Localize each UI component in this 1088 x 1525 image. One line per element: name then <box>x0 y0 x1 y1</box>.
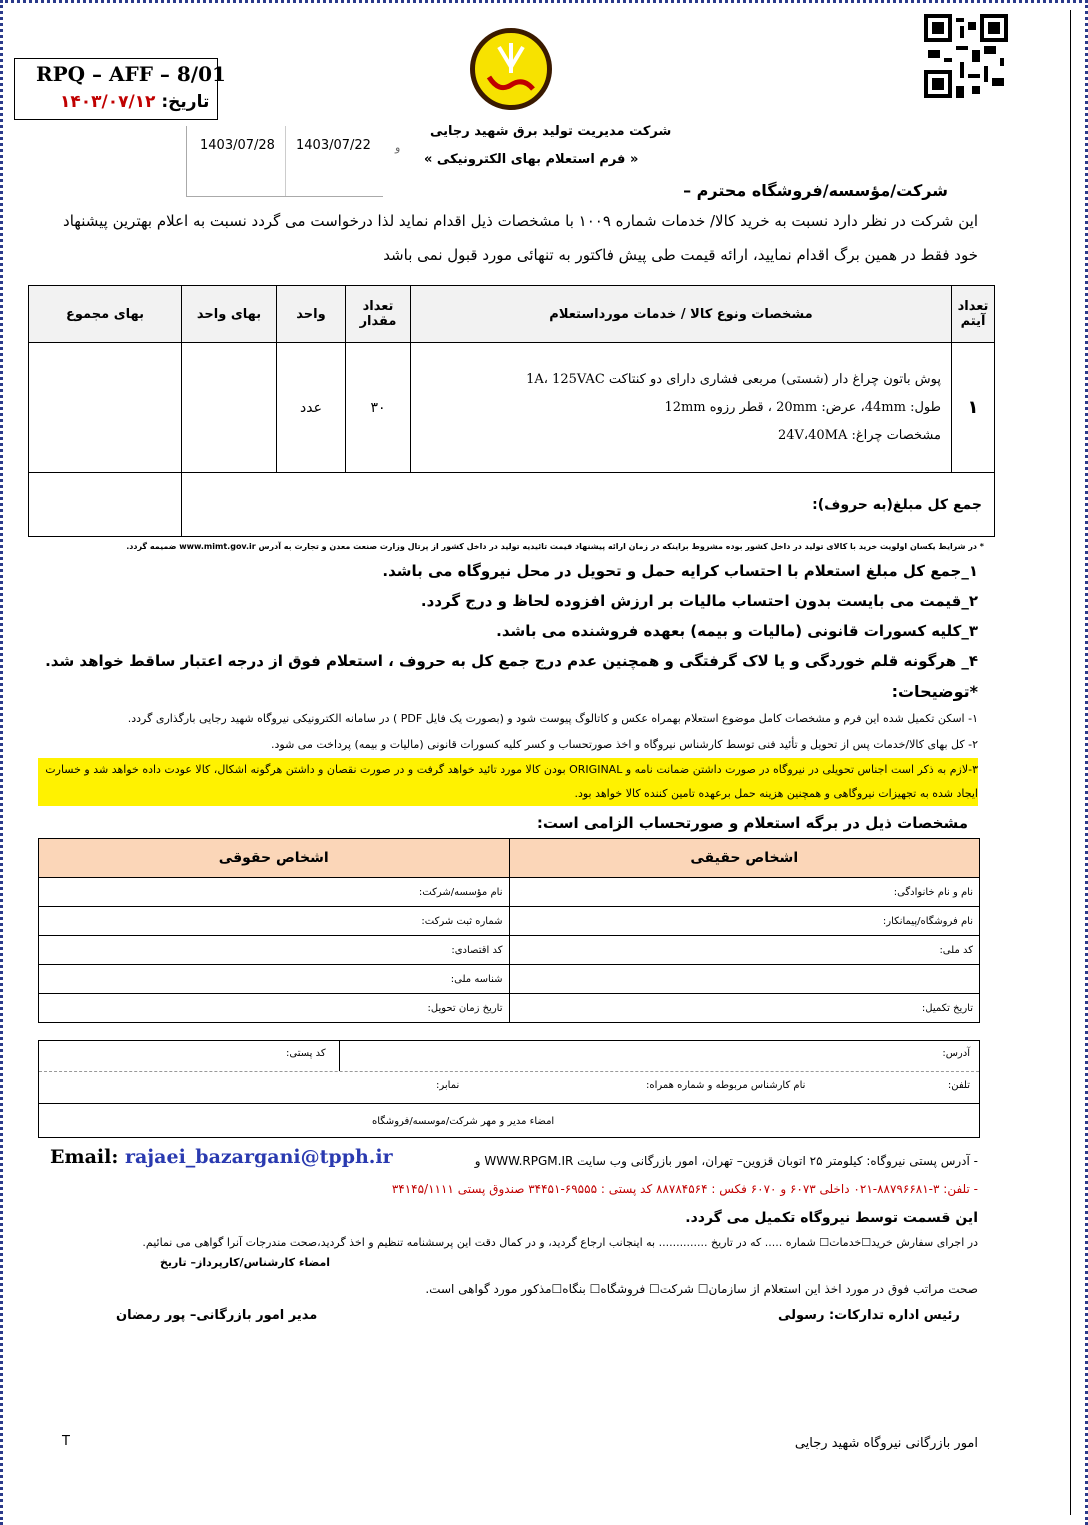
qr-code-icon <box>924 14 1008 98</box>
table-row <box>39 994 980 1023</box>
procurement-head: رئیس اداره تدارکات: رسولی <box>778 1308 960 1323</box>
legal-field-delivery-date[interactable]: تاریخ زمان تحویل: <box>39 994 510 1023</box>
addressee-heading: شرکت/مؤسسه/فروشگاه محترم – <box>683 181 948 200</box>
real-field-store[interactable]: نام فروشگاه/پیمانکار: <box>509 907 980 936</box>
page-border-inner <box>1070 10 1071 1515</box>
col-description: مشخصات ونوع کالا / خدمات مورداستعلام <box>411 286 952 343</box>
cell-qty: ۳۰ <box>346 343 411 473</box>
fax-field[interactable]: نمابر: <box>436 1080 460 1091</box>
legal-field-national-id[interactable]: شناسه ملی: <box>39 965 510 994</box>
cell-item-num: ۱ <box>952 343 995 473</box>
priority-note: * در شرایط یکسان اولویت خرید با کالای تولید در داخل کشور بوده مشروط براینکه در زمان ارائه پیشنهاد قیمت تائیدیه تولید در داخل کشور از پرتال وزارت صنعت معدن و تجارت به آدرس www.mimt.gov.ir ضمیمه گردد. <box>126 542 984 551</box>
condition-3: ۳_کلیه کسورات قانونی (مالیات و بیمه) بعهده فروشنده می باشد. <box>496 622 978 640</box>
email-label: Email: <box>50 1146 119 1168</box>
col-total: بهای مجموع <box>29 286 182 343</box>
cell-total[interactable] <box>29 343 182 473</box>
sum-in-words[interactable]: جمع کل مبلغ(به حروف): <box>182 473 995 537</box>
legal-field-company[interactable]: نام مؤسسه/شرکت: <box>39 878 510 907</box>
expert-field[interactable]: نام کارشناس مربوطه و شماره همراه: <box>646 1080 806 1091</box>
explanations-title: *توضیحات: <box>891 682 978 701</box>
col-item: تعداد آیتم <box>952 286 995 343</box>
date-value: ۱۴۰۳/۰۷/۱۲ <box>60 92 156 112</box>
col-unit: واحد <box>277 286 346 343</box>
table-header-row <box>29 286 995 343</box>
deadline-date-b: 1403/07/22 <box>296 138 371 153</box>
page-border-right <box>1081 0 1088 1525</box>
real-field-blank[interactable] <box>509 965 980 994</box>
department-footer: امور بازرگانی نیروگاه شهید رجایی <box>794 1436 978 1451</box>
legal-persons-header: اشخاص حقوقی <box>39 839 510 878</box>
expert-signature-label: امضاء کارشناس/کارپرداز– تاریخ <box>160 1256 331 1269</box>
deadline-dates-box <box>186 126 383 197</box>
real-field-national-code[interactable]: کد ملی: <box>509 936 980 965</box>
postal-address-line: - آدرس پستی نیروگاه: کیلومتر ۲۵ اتوبان قزوین– تهران، امور بازرگانی وب سایت WWW.RPGM.IR و <box>474 1154 978 1168</box>
plant-completion-line: در اجرای سفارش خرید☐خدمات☐ شماره ..... که در تاریخ .............. به اینجانب ارجاع گردید، و در کمال دقت این پرسشنامه تنظیم و اخذ گردید،صحت مندرجات آنرا گواهی می نمائیم. <box>142 1236 978 1249</box>
email-address[interactable]: rajaei_bazargani@tpph.ir <box>124 1146 393 1168</box>
cell-sum-blank <box>29 473 182 537</box>
company-name: شرکت مدیریت تولید برق شهید رجایی <box>430 124 672 139</box>
form-code: RPQ – AFF – 8/01 <box>36 62 226 86</box>
explanation-1: ۱- اسکن تکمیل شده این فرم و مشخصات کامل موضوع استعلام بهمراه عکس و کاتالوگ پیوست شود و (بصورت یک فایل PDF ) در سامانه الکترونیکی نیروگاه شهید رجایی بارگذاری گردد. <box>127 712 978 725</box>
cell-description <box>411 343 952 473</box>
date-field <box>60 92 209 112</box>
date-label: تاریخ: <box>161 92 210 112</box>
desc-line-2: طول: 44mm، عرض: 20mm ، قطر رزوه 12mm <box>664 399 941 415</box>
page-border-top <box>0 0 1088 7</box>
intro-line-1: این شرکت در نظر دارد نسبت به خرید کالا/ خدمات شماره ۱۰۰۹ با مشخصات ذیل اقدام نماید لذا درخواست می گردد نسبت به اعلام بهترین پیشنهاد <box>63 212 978 230</box>
required-fields-title: مشخصات ذیل در برگه استعلام و صورتحساب الزامی است: <box>536 814 968 832</box>
real-field-name[interactable]: نام و نام خانوادگی: <box>509 878 980 907</box>
inquiry-table <box>28 285 995 537</box>
commerce-manager: مدیر امور بازرگانی– پور رمضان <box>116 1308 318 1323</box>
explanation-3: ۳-لازم به ذکر است اجناس تحویلی در نیروگاه در صورت داشتن ضمانت نامه و ORIGINAL بودن کالا مورد تائید خواهد گرفت و در صورت نقصان و داشتن هرگونه اشکال، کالا عودت داده خواهد شد و خسارت ایجاد شده به تجهیزات نیروگاهی و همچنین هزینه حمل برعهده تامین کننده کالا خواهد بود. <box>38 758 978 806</box>
deadline-date-a: 1403/07/28 <box>200 138 275 153</box>
condition-1: ۱_جمع کل مبلغ استعلام با احتساب کرایه حمل و تحویل در محل نیروگاه می باشد. <box>382 562 978 580</box>
plant-section-title: این قسمت توسط نیروگاه تکمیل می گردد. <box>685 1210 978 1226</box>
legal-field-economic-code[interactable]: کد اقتصادی: <box>39 936 510 965</box>
table-row <box>39 936 980 965</box>
table-row <box>39 965 980 994</box>
party-info-table <box>38 838 980 1023</box>
email-line <box>50 1146 393 1168</box>
deadline-date-c: و <box>395 141 401 154</box>
condition-2: ۲_قیمت می بایست بدون احتساب مالیات بر ارزش افزوده لحاظ و درج گردد. <box>420 592 978 610</box>
table-row <box>39 907 980 936</box>
condition-4: ۴_ هرگونه قلم خوردگی و یا لاک گرفتگی و همچنین عدم درج جمع کل به حروف ، استعلام فوق از درجه اعتبار ساقط خواهد شد. <box>45 652 978 670</box>
page-border-left <box>0 0 7 1525</box>
table-row <box>39 878 980 907</box>
legal-field-reg-no[interactable]: شماره ثبت شرکت: <box>39 907 510 936</box>
desc-line-3: مشخصات چراغ: 24V،40MA <box>777 427 941 443</box>
real-persons-header: اشخاص حقیقی <box>509 839 980 878</box>
col-qty: تعداد مقدار <box>346 286 411 343</box>
postal-code-field[interactable]: کد پستی: <box>286 1048 326 1059</box>
signature-field[interactable]: امضاء مدیر و مهر شرکت/موسسه/فروشگاه <box>372 1116 555 1127</box>
real-field-completion-date[interactable]: تاریخ تکمیل: <box>509 994 980 1023</box>
form-title: « فرم استعلام بهای الکترونیکی » <box>424 152 639 167</box>
verification-line: صحت مراتب فوق در مورد اخذ این استعلام از سازمان☐ شرکت☐ فروشگاه☐ بنگاه☐مذکور مورد گواهی است. <box>425 1282 978 1296</box>
phone-field[interactable]: تلفن: <box>947 1080 970 1091</box>
cell-unit: عدد <box>277 343 346 473</box>
explanation-2: ۲- کل بهای کالا/خدمات پس از تحویل و تأئید فنی توسط کارشناس نیروگاه و اخذ صورتحساب و کسر کلیه کسورات قانونی (مالیات و بیمه) پرداخت می شود. <box>271 738 978 751</box>
company-logo <box>470 28 552 110</box>
col-unit-price: بهای واحد <box>182 286 277 343</box>
intro-line-2: خود فقط در همین برگ اقدام نمایید، ارائه قیمت طی پیش فاکتور به تنهائی مورد قبول نمی باشد <box>383 246 978 264</box>
table-row <box>29 343 995 473</box>
cell-unit-price[interactable] <box>182 343 277 473</box>
party-header-row <box>39 839 980 878</box>
sum-row <box>29 473 995 537</box>
address-field[interactable]: آدرس: <box>942 1048 970 1059</box>
phone-line: - تلفن: ۳-۸۸۷۹۶۶۸۱-۰۲۱ داخلی ۶۰۷۳ و ۶۰۷۰ فکس : ۸۸۷۸۴۵۶۴ کد پستی : ۶۹۵۵۵-۳۴۴۵۱ صندوق پستی ۳۴۱۴۵/۱۱۱۱ <box>391 1182 978 1196</box>
desc-line-1: پوش باتون چراغ دار (شستی) مربعی فشاری دارای دو کنتاکت 1A، 125VAC <box>526 371 941 387</box>
page-mark: T <box>62 1434 70 1449</box>
